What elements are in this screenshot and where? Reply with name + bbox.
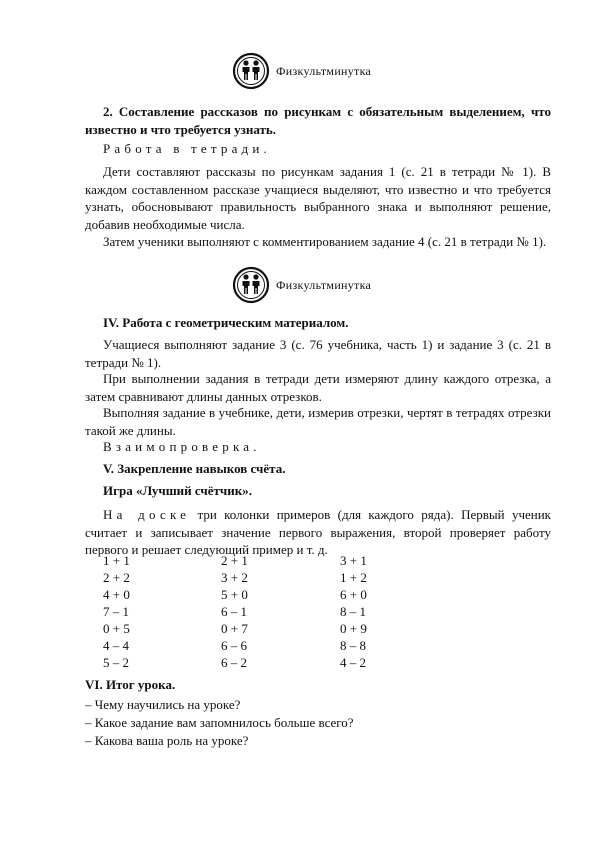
section-4-paragraph-3: Выполняя задание в учебнике, дети, измерив отрезки, чертят в тетрадях отрезки такой же длины. <box>85 405 551 438</box>
example-item: 7 – 1 <box>103 604 129 619</box>
work-in-notebook-label: Работа в тетради. <box>103 141 271 156</box>
section-2-paragraph-1: Дети составляют рассказы по рисункам задания 1 (с. 21 в тетради № 1). В каждом составленном рассказе учащиеся выделяют, что известно и что требуется узнать, обосновывают правильность выбранного знака и выполняют решение, добавив необходимые числа. <box>85 164 551 232</box>
example-item: 1 + 2 <box>340 570 367 585</box>
example-item: 4 + 0 <box>103 587 130 602</box>
question-item: – Чему научились на уроке? <box>85 697 241 712</box>
example-item: 1 + 1 <box>103 553 130 568</box>
example-item: 6 + 0 <box>340 587 367 602</box>
section-6-heading: VI. Итог урока. <box>85 677 176 692</box>
question-item: – Какова ваша роль на уроке? <box>85 733 249 748</box>
example-item: 0 + 7 <box>221 621 248 636</box>
example-item: 0 + 5 <box>103 621 130 636</box>
game-intro <box>85 506 551 559</box>
example-item: 4 – 2 <box>340 655 366 670</box>
game-title: Игра «Лучший счётчик». <box>103 483 252 498</box>
example-item: 3 + 2 <box>221 570 248 585</box>
question-item: – Какое задание вам запомнилось больше всего? <box>85 715 354 730</box>
two-figures-in-circle-icon <box>232 266 270 304</box>
section-4-paragraph-2: При выполнении задания в тетради дети измеряют длину каждого отрезка, а затем сравнивают длины данных отрезков. <box>85 371 551 404</box>
two-figures-in-circle-icon <box>232 52 270 90</box>
banner-label: Физкультминутка <box>276 278 372 292</box>
section-2-heading: 2. Составление рассказов по рисункам с обязательным выделением, что известно и что требуется узнать. <box>85 104 551 137</box>
example-item: 4 – 4 <box>103 638 129 653</box>
example-item: 5 + 0 <box>221 587 248 602</box>
example-item: 2 + 2 <box>103 570 130 585</box>
example-item: 6 – 1 <box>221 604 247 619</box>
physical-break-banner <box>232 52 422 92</box>
section-4-paragraph-1: Учащиеся выполняют задание 3 (с. 76 учебника, часть 1) и задание 3 (с. 21 в тетради № 1). <box>85 337 551 370</box>
section-4-heading: IV. Работа с геометрическим материалом. <box>103 315 349 330</box>
example-item: 6 – 2 <box>221 655 247 670</box>
example-item: 3 + 1 <box>340 553 367 568</box>
banner-label: Физкультминутка <box>276 64 372 78</box>
example-item: 5 – 2 <box>103 655 129 670</box>
section-2-paragraph-2: Затем ученики выполняют с комментированием задание 4 (с. 21 в тетради № 1). <box>103 234 547 249</box>
example-item: 6 – 6 <box>221 638 247 653</box>
example-item: 0 + 9 <box>340 621 367 636</box>
example-item: 8 – 1 <box>340 604 366 619</box>
example-item: 2 + 1 <box>221 553 248 568</box>
peer-check-label: Взаимопроверка. <box>103 439 261 454</box>
section-5-heading: V. Закрепление навыков счёта. <box>103 461 286 476</box>
board-word: На доске <box>103 507 191 522</box>
example-item: 8 – 8 <box>340 638 366 653</box>
game-intro-text: три колонки примеров (для каждого ряда). Первый ученик считает и записывает значение первого выражения, второй проверяет работу первого и решает следующий пример и т. д. <box>85 507 552 557</box>
physical-break-banner <box>232 266 422 306</box>
